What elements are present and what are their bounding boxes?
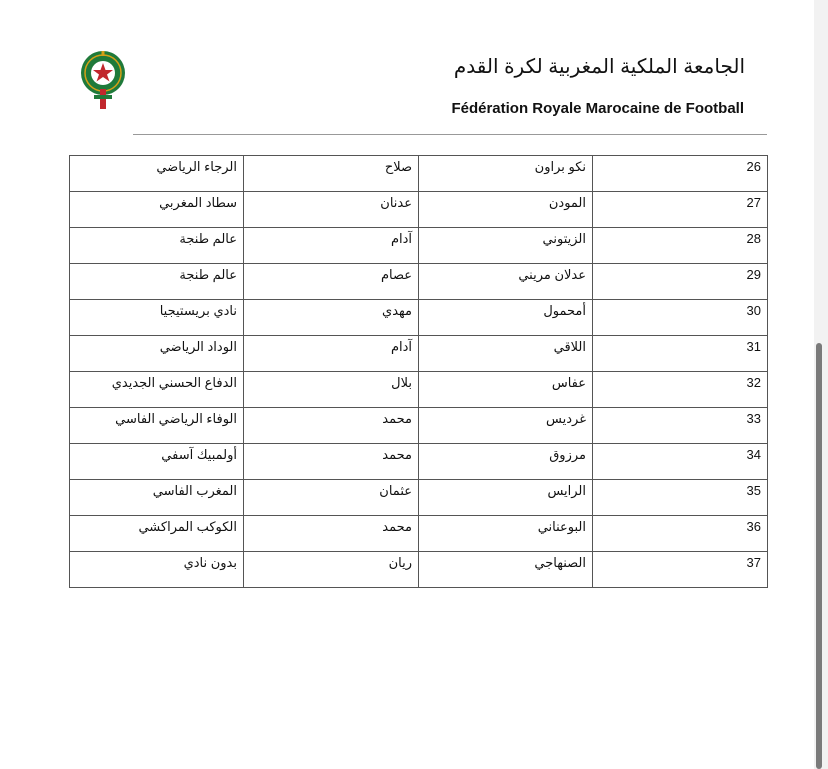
number-cell-text: 28 — [746, 231, 761, 246]
first-name-cell — [244, 156, 419, 192]
first-name-cell-text: ريان — [388, 555, 412, 570]
number-cell — [593, 552, 768, 588]
table-row — [70, 336, 768, 372]
number-cell — [593, 192, 768, 228]
number-cell — [593, 156, 768, 192]
number-cell — [593, 336, 768, 372]
number-cell-text: 29 — [746, 267, 761, 282]
number-cell — [593, 264, 768, 300]
club-cell-text: سطاد المغربي — [159, 195, 237, 210]
club-cell-text: عالم طنجة — [179, 231, 237, 246]
first-name-cell — [244, 264, 419, 300]
number-cell — [593, 228, 768, 264]
club-cell-text: عالم طنجة — [179, 267, 237, 282]
header-divider — [133, 134, 767, 135]
club-cell-text: الوداد الرياضي — [159, 339, 237, 354]
last-name-cell-text: عدلان مريني — [518, 267, 586, 282]
last-name-cell — [419, 408, 593, 444]
last-name-cell-text: المودن — [548, 195, 586, 210]
first-name-cell — [244, 516, 419, 552]
first-name-cell-text: عصام — [380, 267, 412, 282]
last-name-cell — [419, 336, 593, 372]
table-row — [70, 228, 768, 264]
table-row — [70, 552, 768, 588]
number-cell-text: 33 — [746, 411, 761, 426]
last-name-cell — [419, 372, 593, 408]
first-name-cell-text: آدام — [390, 339, 412, 354]
last-name-cell — [419, 480, 593, 516]
last-name-cell — [419, 156, 593, 192]
last-name-cell — [419, 444, 593, 480]
club-cell — [70, 444, 244, 480]
table-row — [70, 444, 768, 480]
club-cell — [70, 300, 244, 336]
table-row — [70, 156, 768, 192]
table-row — [70, 300, 768, 336]
vertical-scrollbar[interactable] — [816, 343, 822, 769]
number-cell — [593, 408, 768, 444]
club-cell — [70, 264, 244, 300]
last-name-cell — [419, 228, 593, 264]
club-cell-text: المغرب الفاسي — [152, 483, 237, 498]
first-name-cell-text: محمد — [382, 519, 412, 534]
last-name-cell — [419, 192, 593, 228]
first-name-cell-text: صلاح — [384, 159, 412, 174]
club-cell-text: نادي بريستيجيا — [159, 303, 237, 318]
number-cell — [593, 444, 768, 480]
first-name-cell-text: محمد — [382, 447, 412, 462]
first-name-cell — [244, 444, 419, 480]
club-cell — [70, 228, 244, 264]
last-name-cell-text: البوعناني — [537, 519, 586, 534]
club-cell — [70, 552, 244, 588]
table-row — [70, 192, 768, 228]
federation-title-arabic: الجامعة الملكية المغربية لكرة القدم — [453, 56, 745, 78]
number-cell — [593, 516, 768, 552]
club-cell — [70, 372, 244, 408]
club-cell — [70, 408, 244, 444]
number-cell — [593, 372, 768, 408]
table-row — [70, 264, 768, 300]
first-name-cell-text: محمد — [382, 411, 412, 426]
first-name-cell — [244, 228, 419, 264]
last-name-cell — [419, 552, 593, 588]
first-name-cell-text: عدنان — [380, 195, 412, 210]
club-cell — [70, 336, 244, 372]
number-cell-text: 35 — [746, 483, 761, 498]
number-cell-text: 27 — [746, 195, 761, 210]
first-name-cell — [244, 372, 419, 408]
federation-title-french: Fédération Royale Marocaine de Football — [451, 100, 744, 117]
number-cell-text: 26 — [746, 159, 761, 174]
first-name-cell-text: مهدي — [382, 303, 412, 318]
first-name-cell-text: آدام — [390, 231, 412, 246]
club-cell — [70, 480, 244, 516]
last-name-cell-text: غرديس — [546, 411, 586, 426]
last-name-cell — [419, 300, 593, 336]
first-name-cell-text: عثمان — [379, 483, 412, 498]
last-name-cell-text: أمحمول — [543, 303, 586, 318]
club-cell-text: الدفاع الحسني الجديدي — [111, 375, 237, 390]
club-cell-text: الكوكب المراكشي — [138, 519, 237, 534]
first-name-cell — [244, 300, 419, 336]
last-name-cell-text: نكو براون — [534, 159, 586, 174]
number-cell-text: 31 — [746, 339, 761, 354]
number-cell-text: 32 — [746, 375, 761, 390]
club-cell — [70, 192, 244, 228]
number-cell — [593, 480, 768, 516]
number-cell-text: 34 — [746, 447, 761, 462]
last-name-cell-text: اللاقي — [553, 339, 586, 354]
first-name-cell — [244, 480, 419, 516]
club-cell-text: الوفاء الرياضي الفاسي — [115, 411, 237, 426]
first-name-cell-text: بلال — [391, 375, 412, 390]
club-cell-text: أولمبيك آسفي — [161, 447, 237, 462]
last-name-cell-text: الصنهاجي — [534, 555, 586, 570]
club-cell — [70, 156, 244, 192]
frmf-crest-icon — [79, 49, 127, 111]
club-cell-text: الرجاء الرياضي — [156, 159, 237, 174]
club-cell-text: بدون نادي — [183, 555, 237, 570]
last-name-cell-text: الرايس — [547, 483, 586, 498]
number-cell-text: 30 — [746, 303, 761, 318]
last-name-cell — [419, 264, 593, 300]
table-row — [70, 480, 768, 516]
number-cell-text: 36 — [746, 519, 761, 534]
player-roster-table — [69, 155, 768, 588]
last-name-cell — [419, 516, 593, 552]
first-name-cell — [244, 192, 419, 228]
first-name-cell — [244, 408, 419, 444]
first-name-cell — [244, 552, 419, 588]
first-name-cell — [244, 336, 419, 372]
table-row — [70, 516, 768, 552]
number-cell-text: 37 — [746, 555, 761, 570]
last-name-cell-text: مرزوق — [549, 447, 586, 462]
last-name-cell-text: الزيتوني — [542, 231, 586, 246]
last-name-cell-text: عفاس — [551, 375, 586, 390]
club-cell — [70, 516, 244, 552]
number-cell — [593, 300, 768, 336]
table-row — [70, 372, 768, 408]
table-row — [70, 408, 768, 444]
